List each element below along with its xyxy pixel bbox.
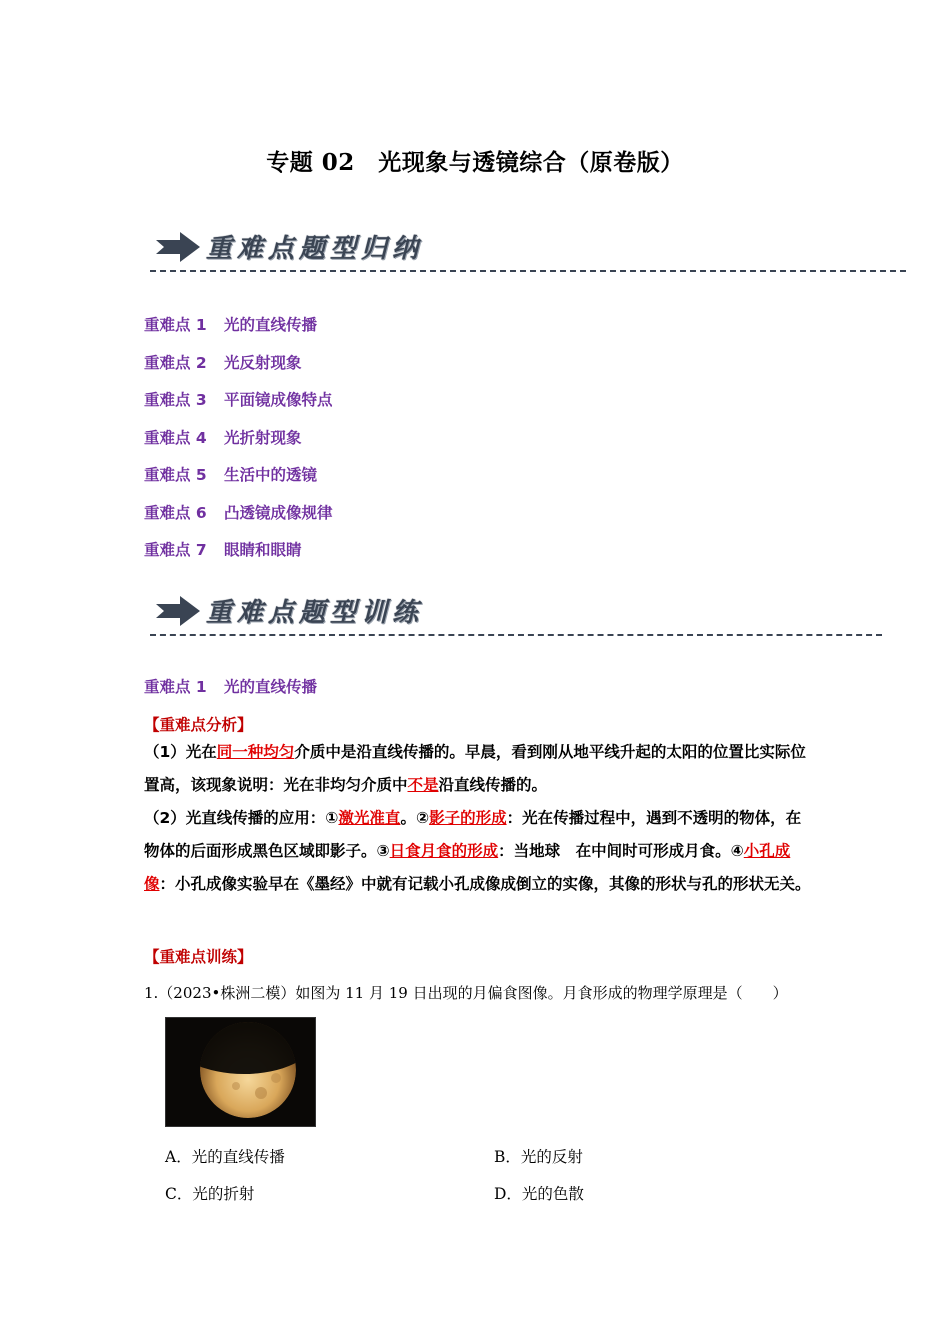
analysis-paragraph-2: （2）光直线传播的应用：①激光准直。②影子的形成：光在传播过程中，遇到不透明的物体，在物体的后面形成黑色区域即影子。③日食月食的形成：当地球 在中间时可形成月食。④小孔成像：小孔成像实验早在《墨经》中就有记载小孔成像成倒立的实像，其像的形状与孔的形状无关。 <box>144 809 811 893</box>
highlight-term: 日食月食的形成 <box>389 842 499 860</box>
topic-item: 重难点 4 光折射现象 <box>144 428 302 447</box>
lunar-eclipse-image <box>165 1017 316 1127</box>
question-text: 1.（2023•株洲二模）如图为 11 月 19 日出现的月偏食图像。月食形成的物理学原理是（ ） <box>144 984 788 1002</box>
highlight-term: 影子的形成 <box>429 809 507 827</box>
highlight-term: 同一种均匀 <box>216 743 295 761</box>
option-a: A．光的直线传播 <box>165 1148 285 1166</box>
dashed-divider <box>150 634 882 636</box>
topic-item: 重难点 6 凸透镜成像规律 <box>144 503 333 522</box>
topic-item: 重难点 1 光的直线传播 <box>144 316 318 334</box>
training-label: 【重难点训练】 <box>144 948 253 966</box>
section-banner-summary <box>150 228 910 278</box>
topic-list <box>144 313 333 576</box>
analysis-paragraph-1: （1）光在同一种均匀介质中是沿直线传播的。早晨，看到刚从地平线升起的太阳的位置比实际位置高，该现象说明：光在非均匀介质中不是沿直线传播的。 <box>144 743 806 794</box>
highlight-term: 小孔成像 <box>144 842 791 893</box>
option-c: C．光的折射 <box>165 1185 255 1203</box>
option-b: B．光的反射 <box>494 1148 583 1166</box>
option-d: D．光的色散 <box>494 1185 584 1203</box>
section-heading: 重难点 1 光的直线传播 <box>144 678 318 696</box>
page-title: 专题 02 光现象与透镜综合（原卷版） <box>266 149 684 176</box>
highlight-term: 不是 <box>407 776 439 794</box>
arrow-icon <box>150 596 202 626</box>
topic-item: 重难点 2 光反射现象 <box>144 353 302 372</box>
banner-title: 重难点题型归纳 <box>206 234 424 264</box>
topic-item: 重难点 5 生活中的透镜 <box>144 466 318 484</box>
banner-title: 重难点题型训练 <box>206 598 424 628</box>
topic-item: 重难点 3 平面镜成像特点 <box>144 391 333 409</box>
analysis-label: 【重难点分析】 <box>144 716 253 734</box>
section-banner-training <box>150 592 890 642</box>
highlight-term: 激光准直 <box>338 809 401 827</box>
topic-item: 重难点 7 眼睛和眼睛 <box>144 541 302 559</box>
arrow-icon <box>150 232 202 262</box>
moon-icon <box>166 1018 315 1126</box>
dashed-divider <box>150 270 906 272</box>
